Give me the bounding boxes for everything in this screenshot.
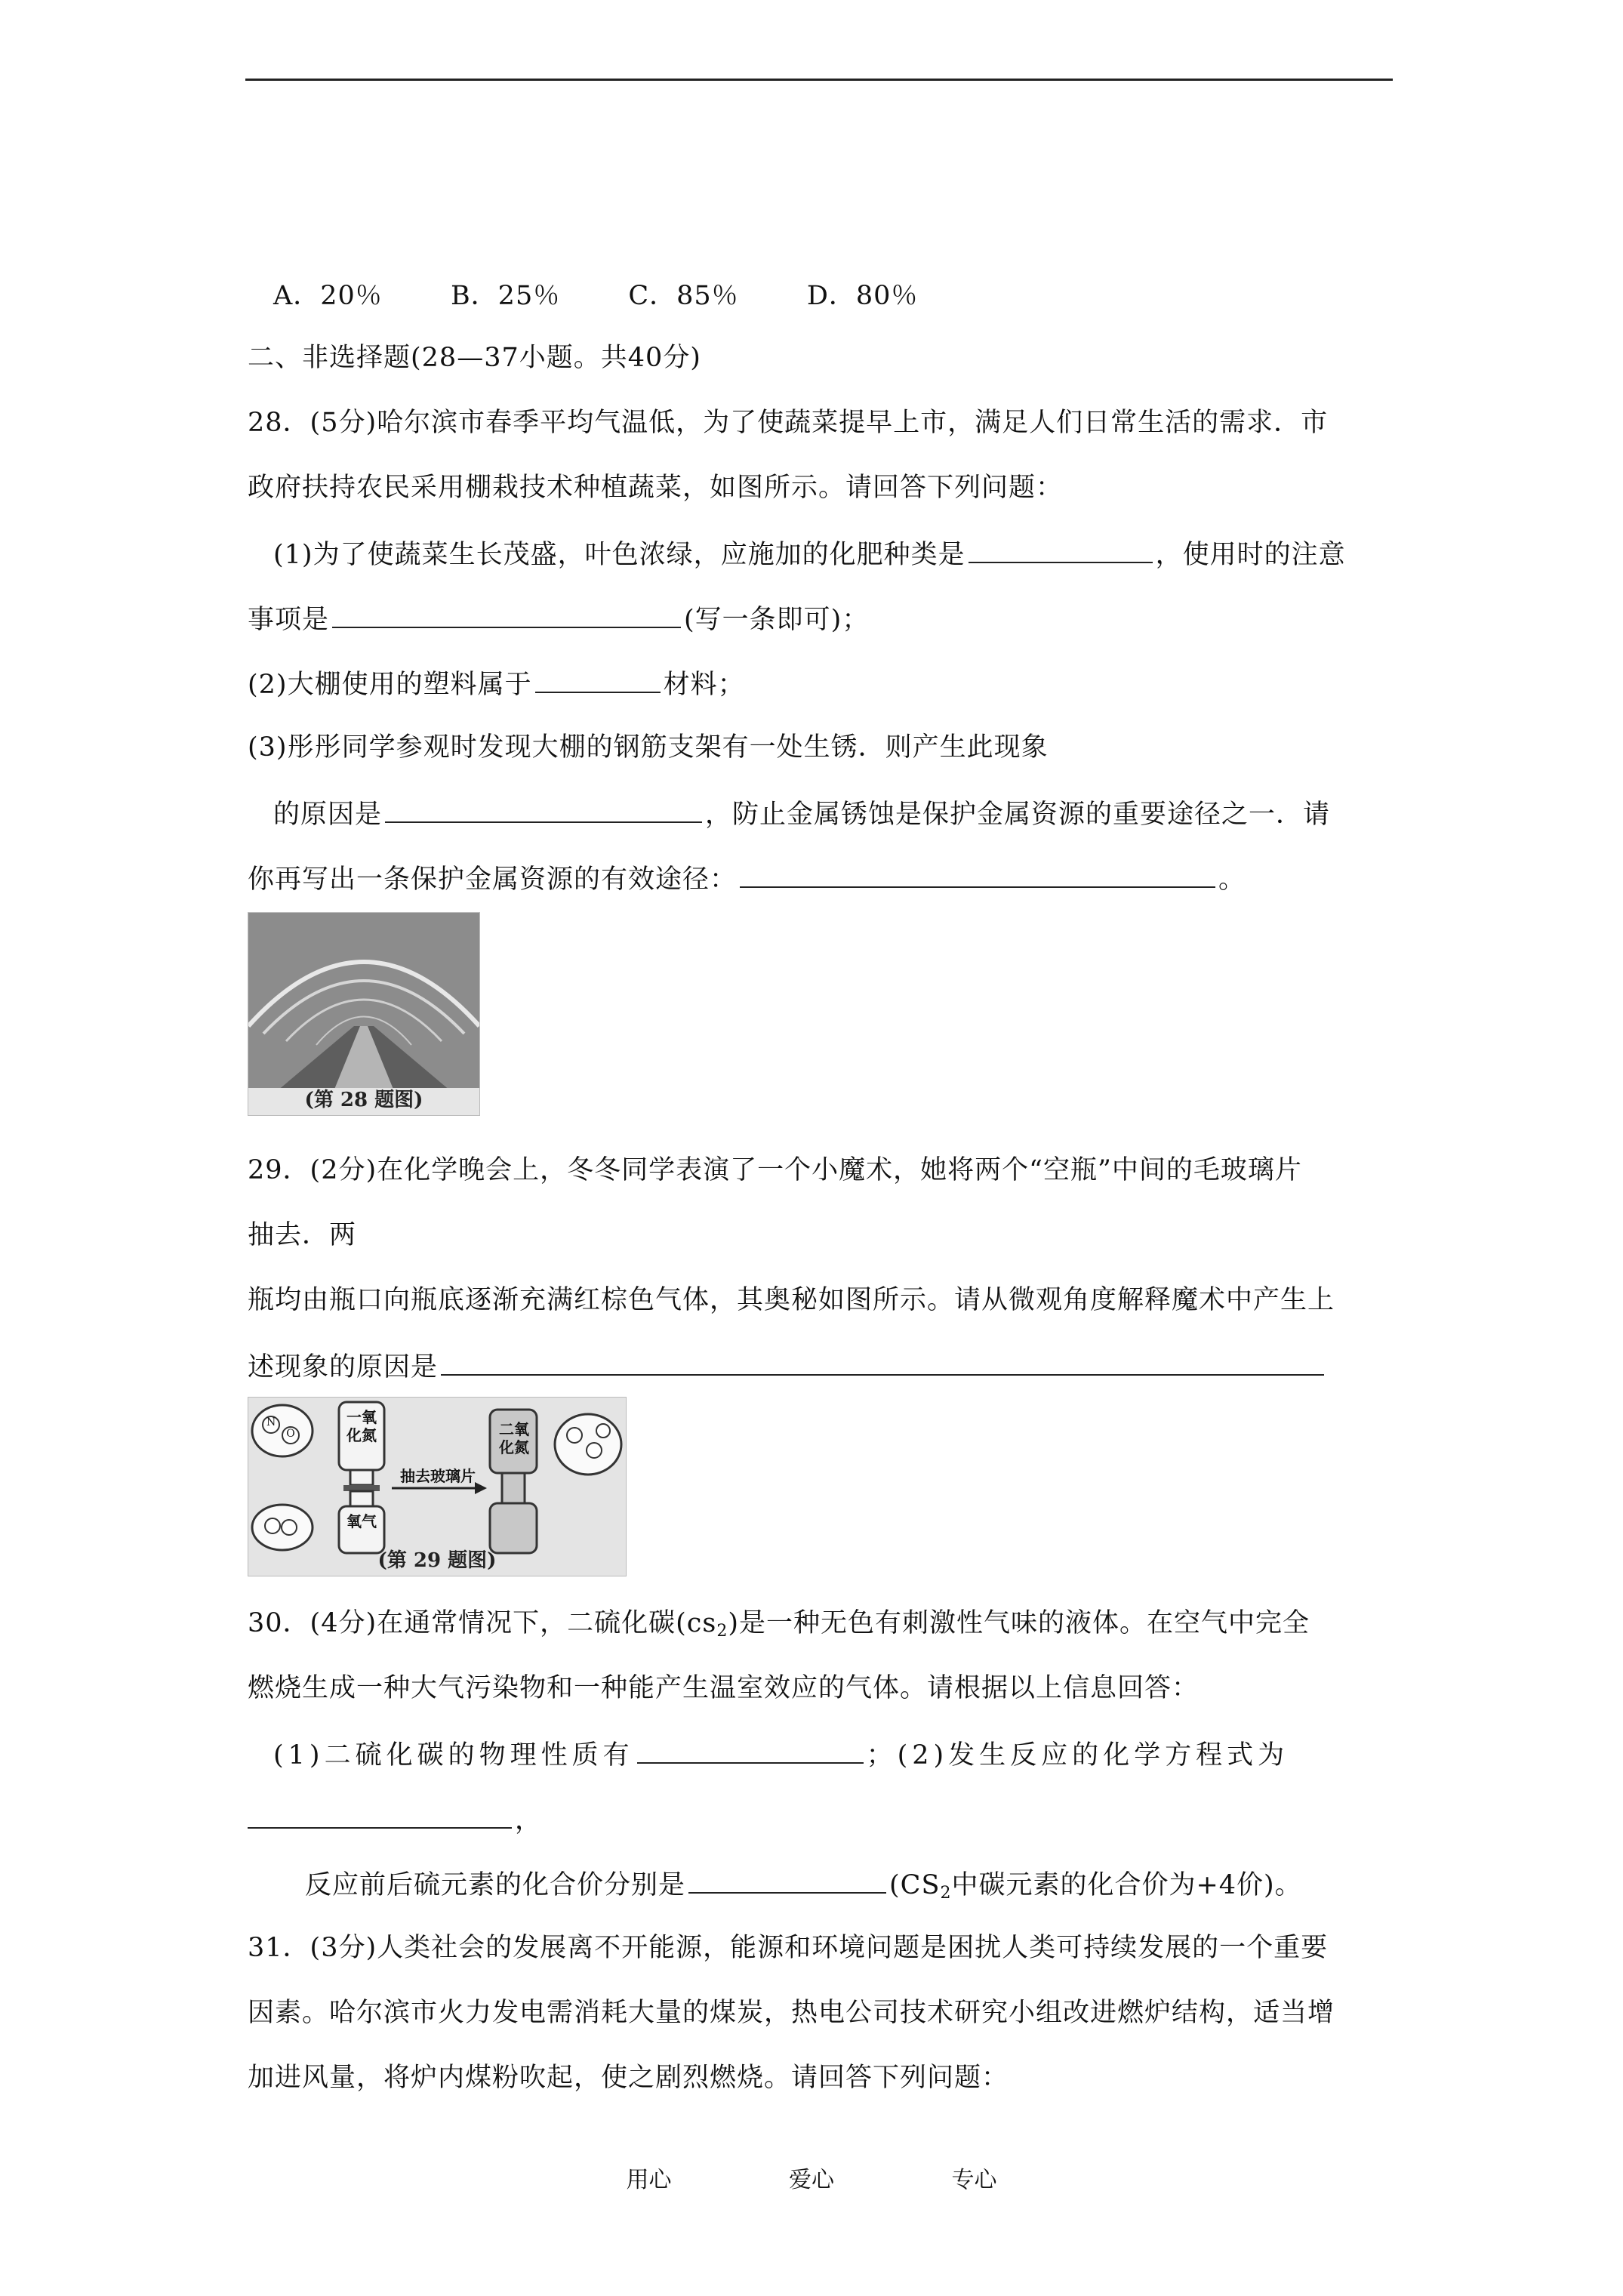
q28-part1-text-b: ，使用时的注意 [1155,540,1346,570]
q28-part2 [248,666,745,701]
q28-part3-last [248,861,1246,896]
q30-line5-text: 反应前后硫元素的化合价分别是 [305,1870,686,1900]
q28-fertilizer-blank[interactable] [969,536,1153,563]
q28-line2: 政府扶持农民采用棚栽技术种植蔬菜，如图所示。请回答下列问题： [248,473,1064,503]
figure-28-caption: (第 28 题图) [304,1089,423,1111]
bottle-left-bottom-label: 氧气 [346,1512,377,1530]
choice-c: C．85％ [628,281,739,311]
q30-line5-subscript: 2 [940,1884,952,1903]
page-footer [0,2161,1623,2194]
q29-line2: 抽去．两 [248,1220,357,1250]
choice-a: A．20％ [273,281,383,311]
q28-part2-text-b: 材料； [663,670,745,700]
bottle-left-top-label: 一氧化氮 [346,1408,377,1444]
q30-equation-blank[interactable] [248,1801,512,1829]
q28-protect-blank[interactable] [740,861,1215,888]
q30-subscript: 2 [716,1622,728,1641]
q30-line3-text-b: ；(2)发生反应的化学方程式为 [866,1740,1289,1771]
q28-part1-cont [248,601,869,636]
q30-line1 [248,1607,1310,1648]
q30-line3-text: (1)二硫化碳的物理性质有 [273,1740,634,1771]
q30-property-blank[interactable] [637,1737,864,1764]
q28-material-blank[interactable] [535,666,661,693]
choice-b: B．25％ [450,281,561,311]
q29-line3: 瓶均由瓶口向瓶底逐渐充满红棕色气体，其奥秘如图所示。请从微观角度解释魔术中产生上 [248,1285,1335,1315]
q28-part3-text-d: 你再写出一条保护金属资源的有效途径： [248,864,738,895]
section-heading: 二、非选择题(28—37小题。共40分) [248,343,701,373]
molecule-n-label: N [266,1416,276,1428]
bottle-right-label: 二氧化氮 [499,1420,529,1456]
q28-part2-text: (2)大棚使用的塑料属于 [248,670,532,700]
q30-line1-text: 30．(4分)在通常情况下，二硫化碳(cs [248,1608,717,1638]
bottle-diagram [248,1397,627,1576]
q30-line5 [305,1866,1302,1910]
header-rule [245,79,1393,81]
q30-line5-text-c: 中碳元素的化合价为+4价)。 [951,1870,1302,1900]
q31-line1: 31．(3分)人类社会的发展离不开能源，能源和环境问题是困扰人类可持续发展的一个重要 [248,1933,1329,1963]
q29-reason-blank[interactable] [441,1348,1324,1376]
q30-line4-text: ， [515,1805,543,1835]
q28-part1-text-c: 事项是 [248,605,330,635]
q28-line1: 28．(5分)哈尔滨市春季平均气温低，为了使蔬菜提早上市，满足人们日常生活的需求．市 [248,408,1329,438]
q28-part3-cont [273,796,1330,831]
q31-line2: 因素。哈尔滨市火力发电需消耗大量的煤炭，热电公司技术研究小组改进燃炉结构，适当增 [248,1998,1335,2028]
q28-part3-text-e: 。 [1218,864,1246,895]
answer-choices [273,279,977,313]
q29-line1: 29．(2分)在化学晚会上，冬冬同学表演了一个小魔术，她将两个“空瓶”中间的毛玻璃片 [248,1155,1302,1185]
q28-part1-text: (1)为了使蔬菜生长茂盛，叶色浓绿，应施加的化肥种类是 [273,540,965,570]
q30-line3 [273,1737,1289,1772]
q29-line4-text: 述现象的原因是 [248,1352,439,1382]
q28-part1-text-d: (写一条即可)； [684,605,870,635]
q30-line5-text-b: (CS [889,1870,941,1900]
q28-part3-text-b: 的原因是 [273,800,383,830]
choice-d: D．80％ [806,281,919,311]
q28-part3-text-c: ，防止金属锈蚀是保护金属资源的重要途径之一．请 [705,800,1331,830]
arrow-label: 抽去玻璃片 [400,1467,476,1485]
molecule-o-label: O [286,1428,295,1440]
q30-line4 [248,1801,542,1837]
q28-part1 [273,536,1346,572]
footer-word-2: 爱心 [789,2167,834,2193]
greenhouse-photo [248,912,480,1116]
q29-line4 [248,1348,1327,1384]
figure-29-caption: (第 29 题图) [377,1549,497,1572]
q30-line1-text-b: )是一种无色有刺激性气味的液体。在空气中完全 [728,1608,1310,1638]
q28-part3: (3)彤彤同学参观时发现大棚的钢筋支架有一处生锈．则产生此现象 [248,732,1049,763]
q30-valence-blank[interactable] [688,1866,886,1894]
q30-line2: 燃烧生成一种大气污染物和一种能产生温室效应的气体。请根据以上信息回答： [248,1673,1200,1703]
q28-rust-reason-blank[interactable] [385,796,702,823]
footer-word-3: 专心 [951,2167,997,2193]
q31-line3: 加进风量，将炉内煤粉吹起，使之剧烈燃烧。请回答下列问题： [248,2063,1009,2093]
q28-caution-blank[interactable] [332,601,681,628]
footer-word-1: 用心 [626,2167,672,2193]
